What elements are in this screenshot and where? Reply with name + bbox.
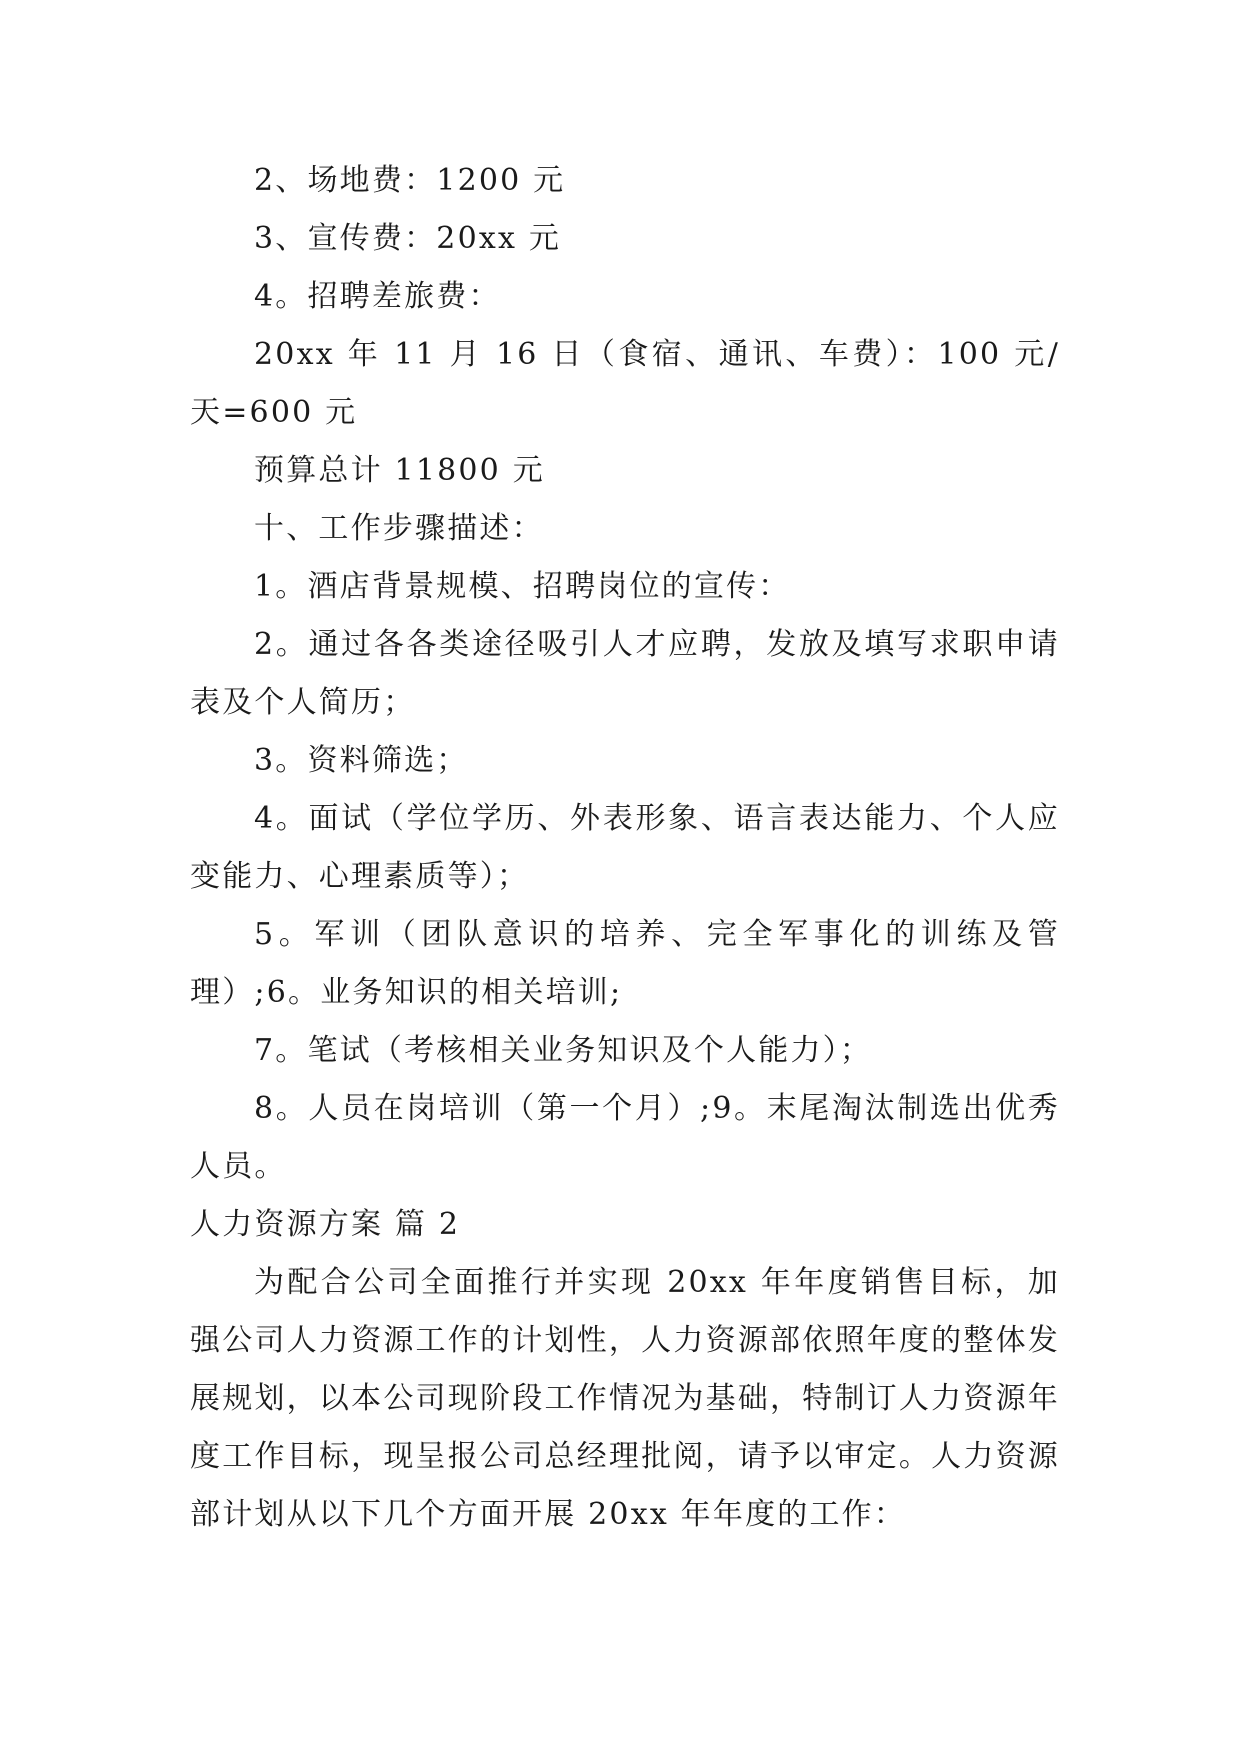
document-body <box>190 152 1060 1544</box>
work-step-5-6: 5。军训（团队意识的培养、完全军事化的训练及管理）;6。业务知识的相关培训; <box>190 917 1060 1010</box>
budget-total-line: 预算总计 11800 元 <box>254 453 545 488</box>
plan-2-heading: 人力资源方案 篇 2 <box>190 1207 461 1242</box>
plan-2-intro-paragraph: 为配合公司全面推行并实现 20xx 年年度销售目标，加强公司人力资源工作的计划性，人力资源部依照年度的整体发展规划，以本公司现阶段工作情况为基础，特制订人力资源年度工作目标，现呈报公司总经理批阅，请予以审定。人力资源部计划从以下几个方面开展 20xx 年年度的工作： <box>190 1265 1060 1532</box>
fee-travel-detail-line: 20xx 年 11 月 16 日（食宿、通讯、车费）：100 元/天=600 元 <box>190 337 1060 430</box>
work-step-3: 3。资料筛选； <box>254 743 469 778</box>
work-step-4: 4。面试（学位学历、外表形象、语言表达能力、个人应变能力、心理素质等）； <box>190 801 1060 894</box>
fee-travel-line: 4。招聘差旅费： <box>254 279 501 314</box>
fee-venue-line: 2、场地费：1200 元 <box>254 163 566 198</box>
fee-publicity-line: 3、宣传费：20xx 元 <box>254 221 562 256</box>
work-step-1: 1。酒店背景规模、招聘岗位的宣传： <box>254 569 791 604</box>
section-heading-work-steps: 十、工作步骤描述： <box>254 511 544 546</box>
work-step-8-9: 8。人员在岗培训（第一个月）;9。末尾淘汰制选出优秀人员。 <box>190 1091 1060 1184</box>
work-step-2: 2。通过各各类途径吸引人才应聘，发放及填写求职申请表及个人简历； <box>190 627 1060 720</box>
work-step-7: 7。笔试（考核相关业务知识及个人能力）； <box>254 1033 873 1068</box>
